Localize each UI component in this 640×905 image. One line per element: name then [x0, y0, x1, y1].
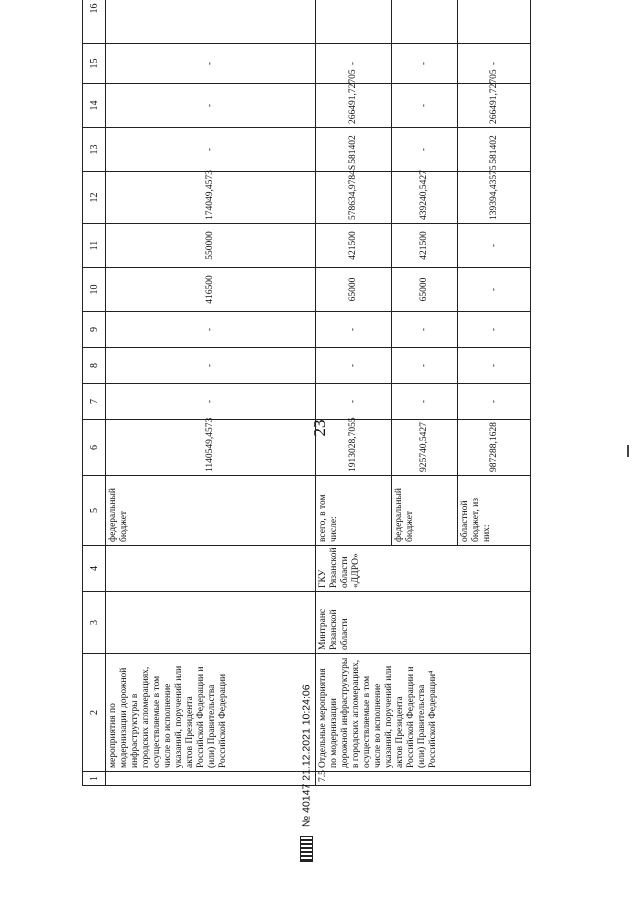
barcode-icon	[300, 836, 313, 862]
document-footer	[300, 442, 316, 862]
column-header: 13	[83, 128, 106, 172]
total-amount: 1913028,7055	[316, 420, 392, 476]
table-cell: -	[106, 84, 316, 128]
header-row	[83, 0, 106, 786]
table-cell: -	[392, 312, 458, 348]
table-row	[106, 0, 316, 786]
table-cell: 581402	[458, 128, 531, 172]
measure-name: Отдельные мероприятия по модернизации дорожной инфраструктуры в городских агломерациях, осуществляемые в том числе во исполнение указаний, поручений или актов Президента Российской Федерации и (или) Правительства Российской Федерации⁴	[316, 654, 531, 772]
table-cell: -	[458, 348, 531, 384]
table-cell	[458, 0, 531, 44]
column-header: 9	[83, 312, 106, 348]
column-header: 4	[83, 546, 106, 592]
table-cell: -	[106, 312, 316, 348]
funding-source: областной бюджет, из них:	[458, 476, 531, 546]
table-cell: 578634,9784S	[316, 172, 392, 224]
page-number: 23	[310, 419, 329, 437]
column-header: 16	[83, 0, 106, 44]
row-number: 7.5	[316, 772, 531, 786]
table-cell: -	[316, 384, 392, 420]
table-cell: -	[316, 312, 392, 348]
funding-source: всего, в том числе:	[316, 476, 392, 546]
table-cell: 581402	[316, 128, 392, 172]
column-header: 12	[83, 172, 106, 224]
executor	[106, 546, 316, 592]
column-header: 11	[83, 224, 106, 268]
funding-source: федеральный бюджет	[392, 476, 458, 546]
row-number	[106, 772, 316, 786]
table-cell: -	[392, 128, 458, 172]
responsible-body: Минтранс Рязанской области	[316, 592, 531, 654]
table-cell	[316, 0, 392, 44]
document-code: № 40147	[300, 783, 313, 828]
executor: ГКУ Рязанской области «ДДРО»	[316, 546, 531, 592]
table-cell: -	[106, 348, 316, 384]
table-cell: 416500	[106, 268, 316, 312]
table-cell	[392, 0, 458, 44]
responsible-body	[106, 592, 316, 654]
measure-name: мероприятия по модернизации дорожной инфраструктуры в городских агломерациях, осуществляемые в том числе во исполнение указаний, поручений или актов Президента Российской Федерации и (или) Правительства Российской Федерации	[106, 654, 316, 772]
table-row	[316, 0, 392, 786]
table-cell: -	[392, 384, 458, 420]
table-cell: 421500	[316, 224, 392, 268]
column-header: 14	[83, 84, 106, 128]
table-cell: -	[392, 44, 458, 84]
column-header: 6	[83, 420, 106, 476]
table-cell: -	[106, 44, 316, 84]
scan-mark	[627, 445, 629, 457]
table-cell	[106, 0, 316, 44]
table-cell: 266491,72705	[458, 84, 531, 128]
table-cell: -	[316, 348, 392, 384]
table-cell: -	[392, 84, 458, 128]
table-cell: 550000	[106, 224, 316, 268]
total-amount: 925740,5427	[392, 420, 458, 476]
document-datetime: 21.12.2021 10:24:06	[300, 684, 313, 781]
total-amount: 987288,1628	[458, 420, 531, 476]
table-cell: -	[106, 128, 316, 172]
table-cell: -	[316, 44, 392, 84]
column-header: 2	[83, 654, 106, 772]
column-header: 1	[83, 772, 106, 786]
table-cell: -	[392, 348, 458, 384]
table-cell: -	[106, 384, 316, 420]
table-cell: 439240,5427	[392, 172, 458, 224]
table-cell: 174049,4573	[106, 172, 316, 224]
total-amount: 1140549,4573	[106, 420, 316, 476]
column-header: 8	[83, 348, 106, 384]
column-header: 3	[83, 592, 106, 654]
column-header: 5	[83, 476, 106, 546]
column-header: 15	[83, 44, 106, 84]
table-cell: 421500	[392, 224, 458, 268]
table-cell: 65000	[392, 268, 458, 312]
table-cell: -	[458, 44, 531, 84]
funding-source: федеральный бюджет	[106, 476, 316, 546]
column-header: 7	[83, 384, 106, 420]
table-cell: -	[458, 268, 531, 312]
table-cell: 139394,43575	[458, 172, 531, 224]
table-cell: -	[458, 312, 531, 348]
table-cell: 65000	[316, 268, 392, 312]
table-cell: -	[458, 384, 531, 420]
table-cell: 266491,72705	[316, 84, 392, 128]
column-header: 10	[83, 268, 106, 312]
table-cell: -	[458, 224, 531, 268]
